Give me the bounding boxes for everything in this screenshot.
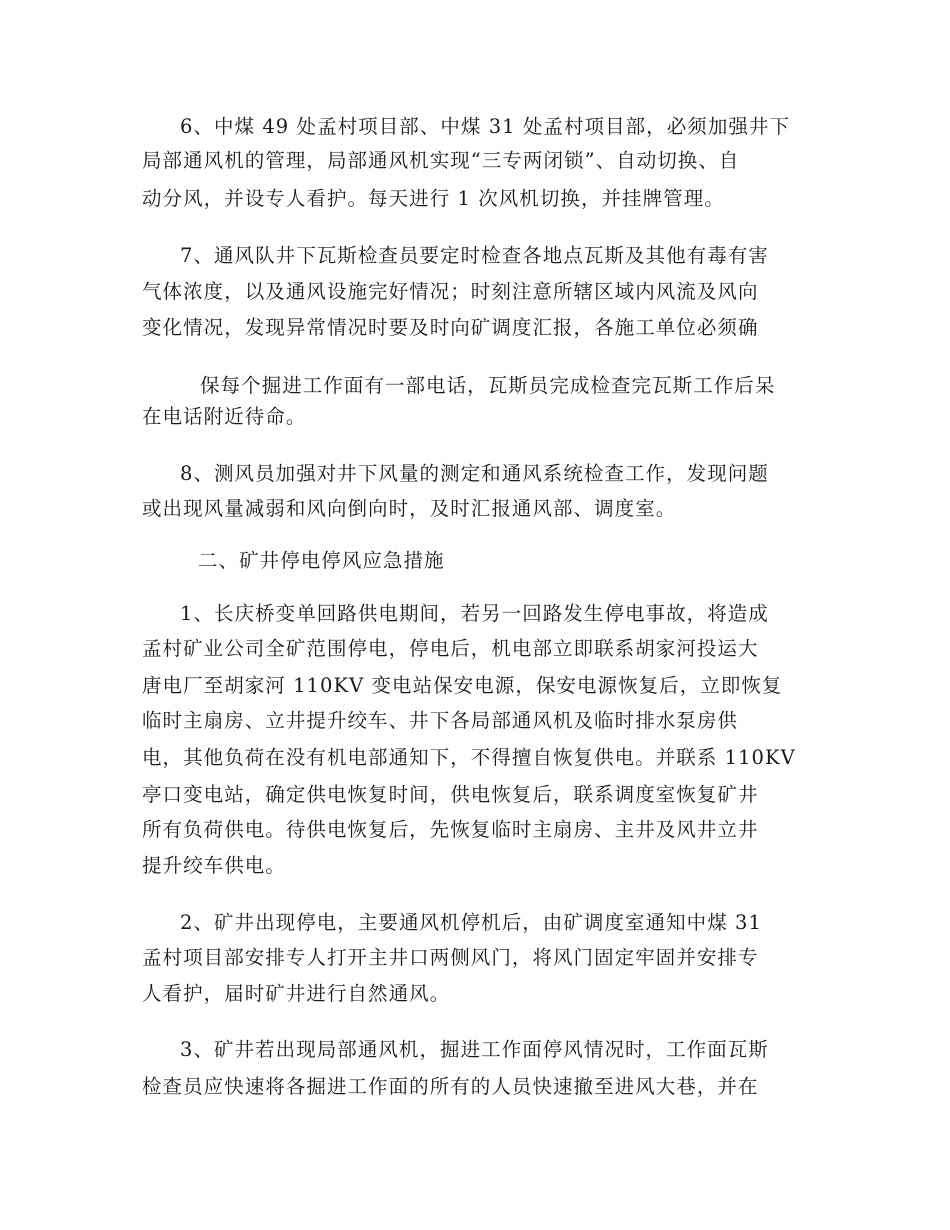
text-line: 气体浓度，以及通风设施完好情况；时刻注意所辖区域内风流及风向 <box>142 280 759 303</box>
text-line: 6、中煤 49 处孟村项目部、中煤 31 处孟村项目部，必须加强井下 <box>180 115 791 138</box>
text-line: 电，其他负荷在没有机电部通知下，不得擅自恢复供电。并联系 110KV <box>142 746 796 769</box>
text-line: 孟村矿业公司全矿范围停电，停电后，机电部立即联系胡家河投运大 <box>142 637 759 660</box>
text-line: 临时主扇房、立井提升绞车、井下各局部通风机及临时排水泵房供 <box>142 709 738 732</box>
text-line: 2、矿井出现停电，主要通风机停机后，由矿调度室通知中煤 31 <box>180 911 762 934</box>
text-line: 保每个掘进工作面有一部电话，瓦斯员完成检查完瓦斯工作后呆 <box>200 374 776 397</box>
text-line: 人看护，届时矿井进行自然通风。 <box>142 982 451 1005</box>
text-line: 在电话附近待命。 <box>142 405 307 428</box>
text-line: 或出现风量减弱和风向倒向时，及时汇报通风部、调度室。 <box>142 497 677 520</box>
text-line: 8、测风员加强对井下风量的测定和通风系统检查工作，发现问题 <box>180 462 769 485</box>
text-line: 唐电厂至胡家河 110KV 变电站保安电源，保安电源恢复后，立即恢复 <box>142 674 783 697</box>
text-line: 孟村项目部安排专人打开主井口两侧风门，将风门固定牢固并安排专 <box>142 946 759 969</box>
text-line: 动分风，并设专人看护。每天进行 1 次风机切换，并挂牌管理。 <box>142 187 725 210</box>
text-line: 提升绞车供电。 <box>142 854 286 877</box>
text-line: 3、矿井若出现局部通风机，掘进工作面停风情况时，工作面瓦斯 <box>180 1038 769 1061</box>
text-line: 检查员应快速将各掘进工作面的所有的人员快速撤至进风大巷，并在 <box>142 1075 759 1098</box>
text-line: 所有负荷供电。待供电恢复后，先恢复临时主扇房、主井及风井立井 <box>142 818 759 841</box>
text-line: 7、通风队井下瓦斯检查员要定时检查各地点瓦斯及其他有毒有害 <box>180 244 769 267</box>
section-heading: 二、矿井停电停风应急措施 <box>198 549 445 572</box>
text-line: 亭口变电站，确定供电恢复时间，供电恢复后，联系调度室恢复矿井 <box>142 783 759 806</box>
text-line: 1、长庆桥变单回路供电期间，若另一回路发生停电事故，将造成 <box>180 602 769 625</box>
text-line: 局部通风机的管理，局部通风机实现“三专两闭锁”、自动切换、自 <box>142 149 740 172</box>
text-line: 变化情况，发现异常情况时要及时向矿调度汇报，各施工单位必须确 <box>142 316 759 339</box>
